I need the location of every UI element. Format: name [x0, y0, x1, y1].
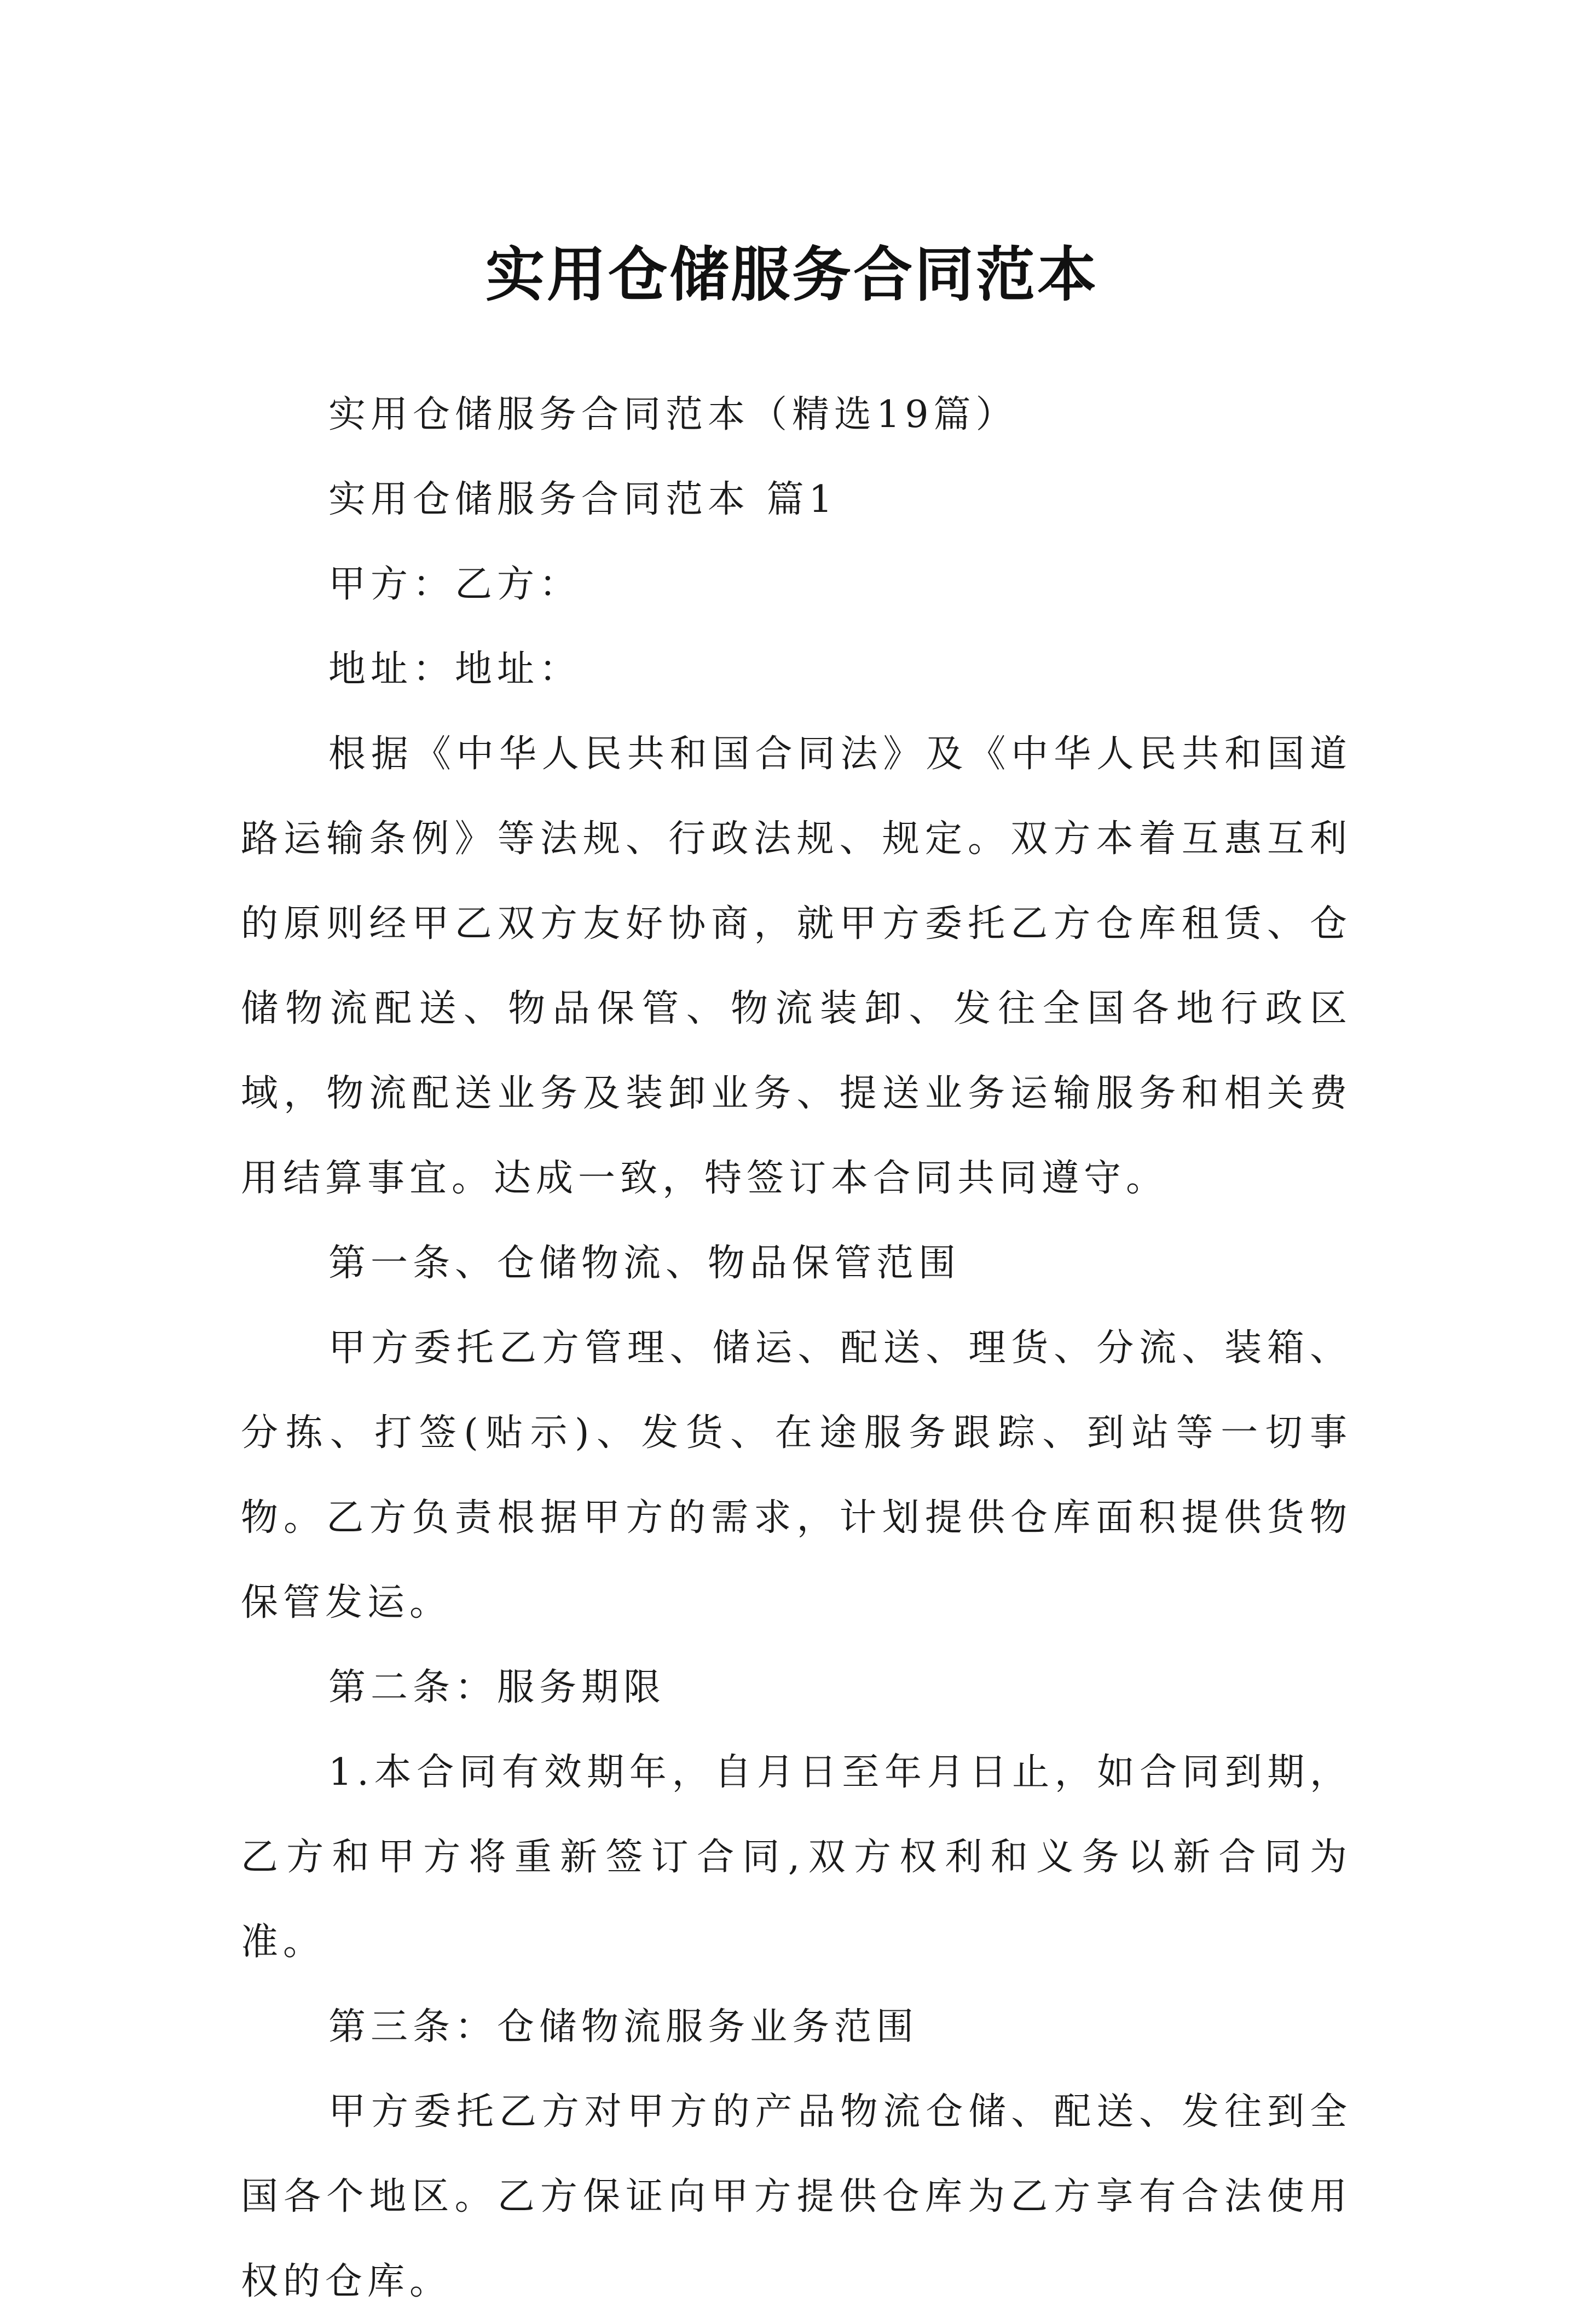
paragraph-preamble: 根据《中华人民共和国合同法》及《中华人民共和国道路运输条例》等法规、行政法规、规定。双方本着互惠互利的原则经甲乙双方友好协商，就甲方委托乙方仓库租赁、仓储物流配送、物品保管、物流装卸、发往全国各地行政区域，物流配送业务及装卸业务、提送业务运输服务和相关费用结算事宜。达成一致，特签订本合同共同遵守。: [241, 733, 1352, 1200]
paragraph-subtitle: 实用仓储服务合同范本（精选19篇）: [328, 393, 1018, 436]
article-3-body: 甲方委托乙方对甲方的产品物流仓储、配送、发往到全国各个地区。乙方保证向甲方提供仓库为乙方享有合法使用权的仓库。: [241, 2090, 1352, 2303]
paragraph-section-heading: 实用仓储服务合同范本 篇1: [328, 478, 837, 521]
article-2-heading: 第二条：服务期限: [328, 1666, 666, 1709]
article-2-body: 1.本合同有效期年，自月日至年月日止，如合同到期，乙方和甲方将重新签订合同,双方权利和义务以新合同为准。: [241, 1751, 1352, 1964]
article-1-heading: 第一条、仓储物流、物品保管范围: [328, 1242, 961, 1285]
article-1-body: 甲方委托乙方管理、储运、配送、理货、分流、装箱、分拣、打签(贴示)、发货、在途服务跟踪、到站等一切事物。乙方负责根据甲方的需求，计划提供仓库面积提供货物保管发运。: [241, 1327, 1352, 1624]
paragraph-addresses: 地址：地址：: [328, 648, 582, 691]
article-3-heading: 第三条：仓储物流服务业务范围: [328, 2005, 919, 2049]
document-title: 实用仓储服务合同范本: [485, 240, 1099, 310]
paragraph-parties: 甲方：乙方：: [328, 563, 582, 606]
document-body: [241, 372, 1352, 2324]
